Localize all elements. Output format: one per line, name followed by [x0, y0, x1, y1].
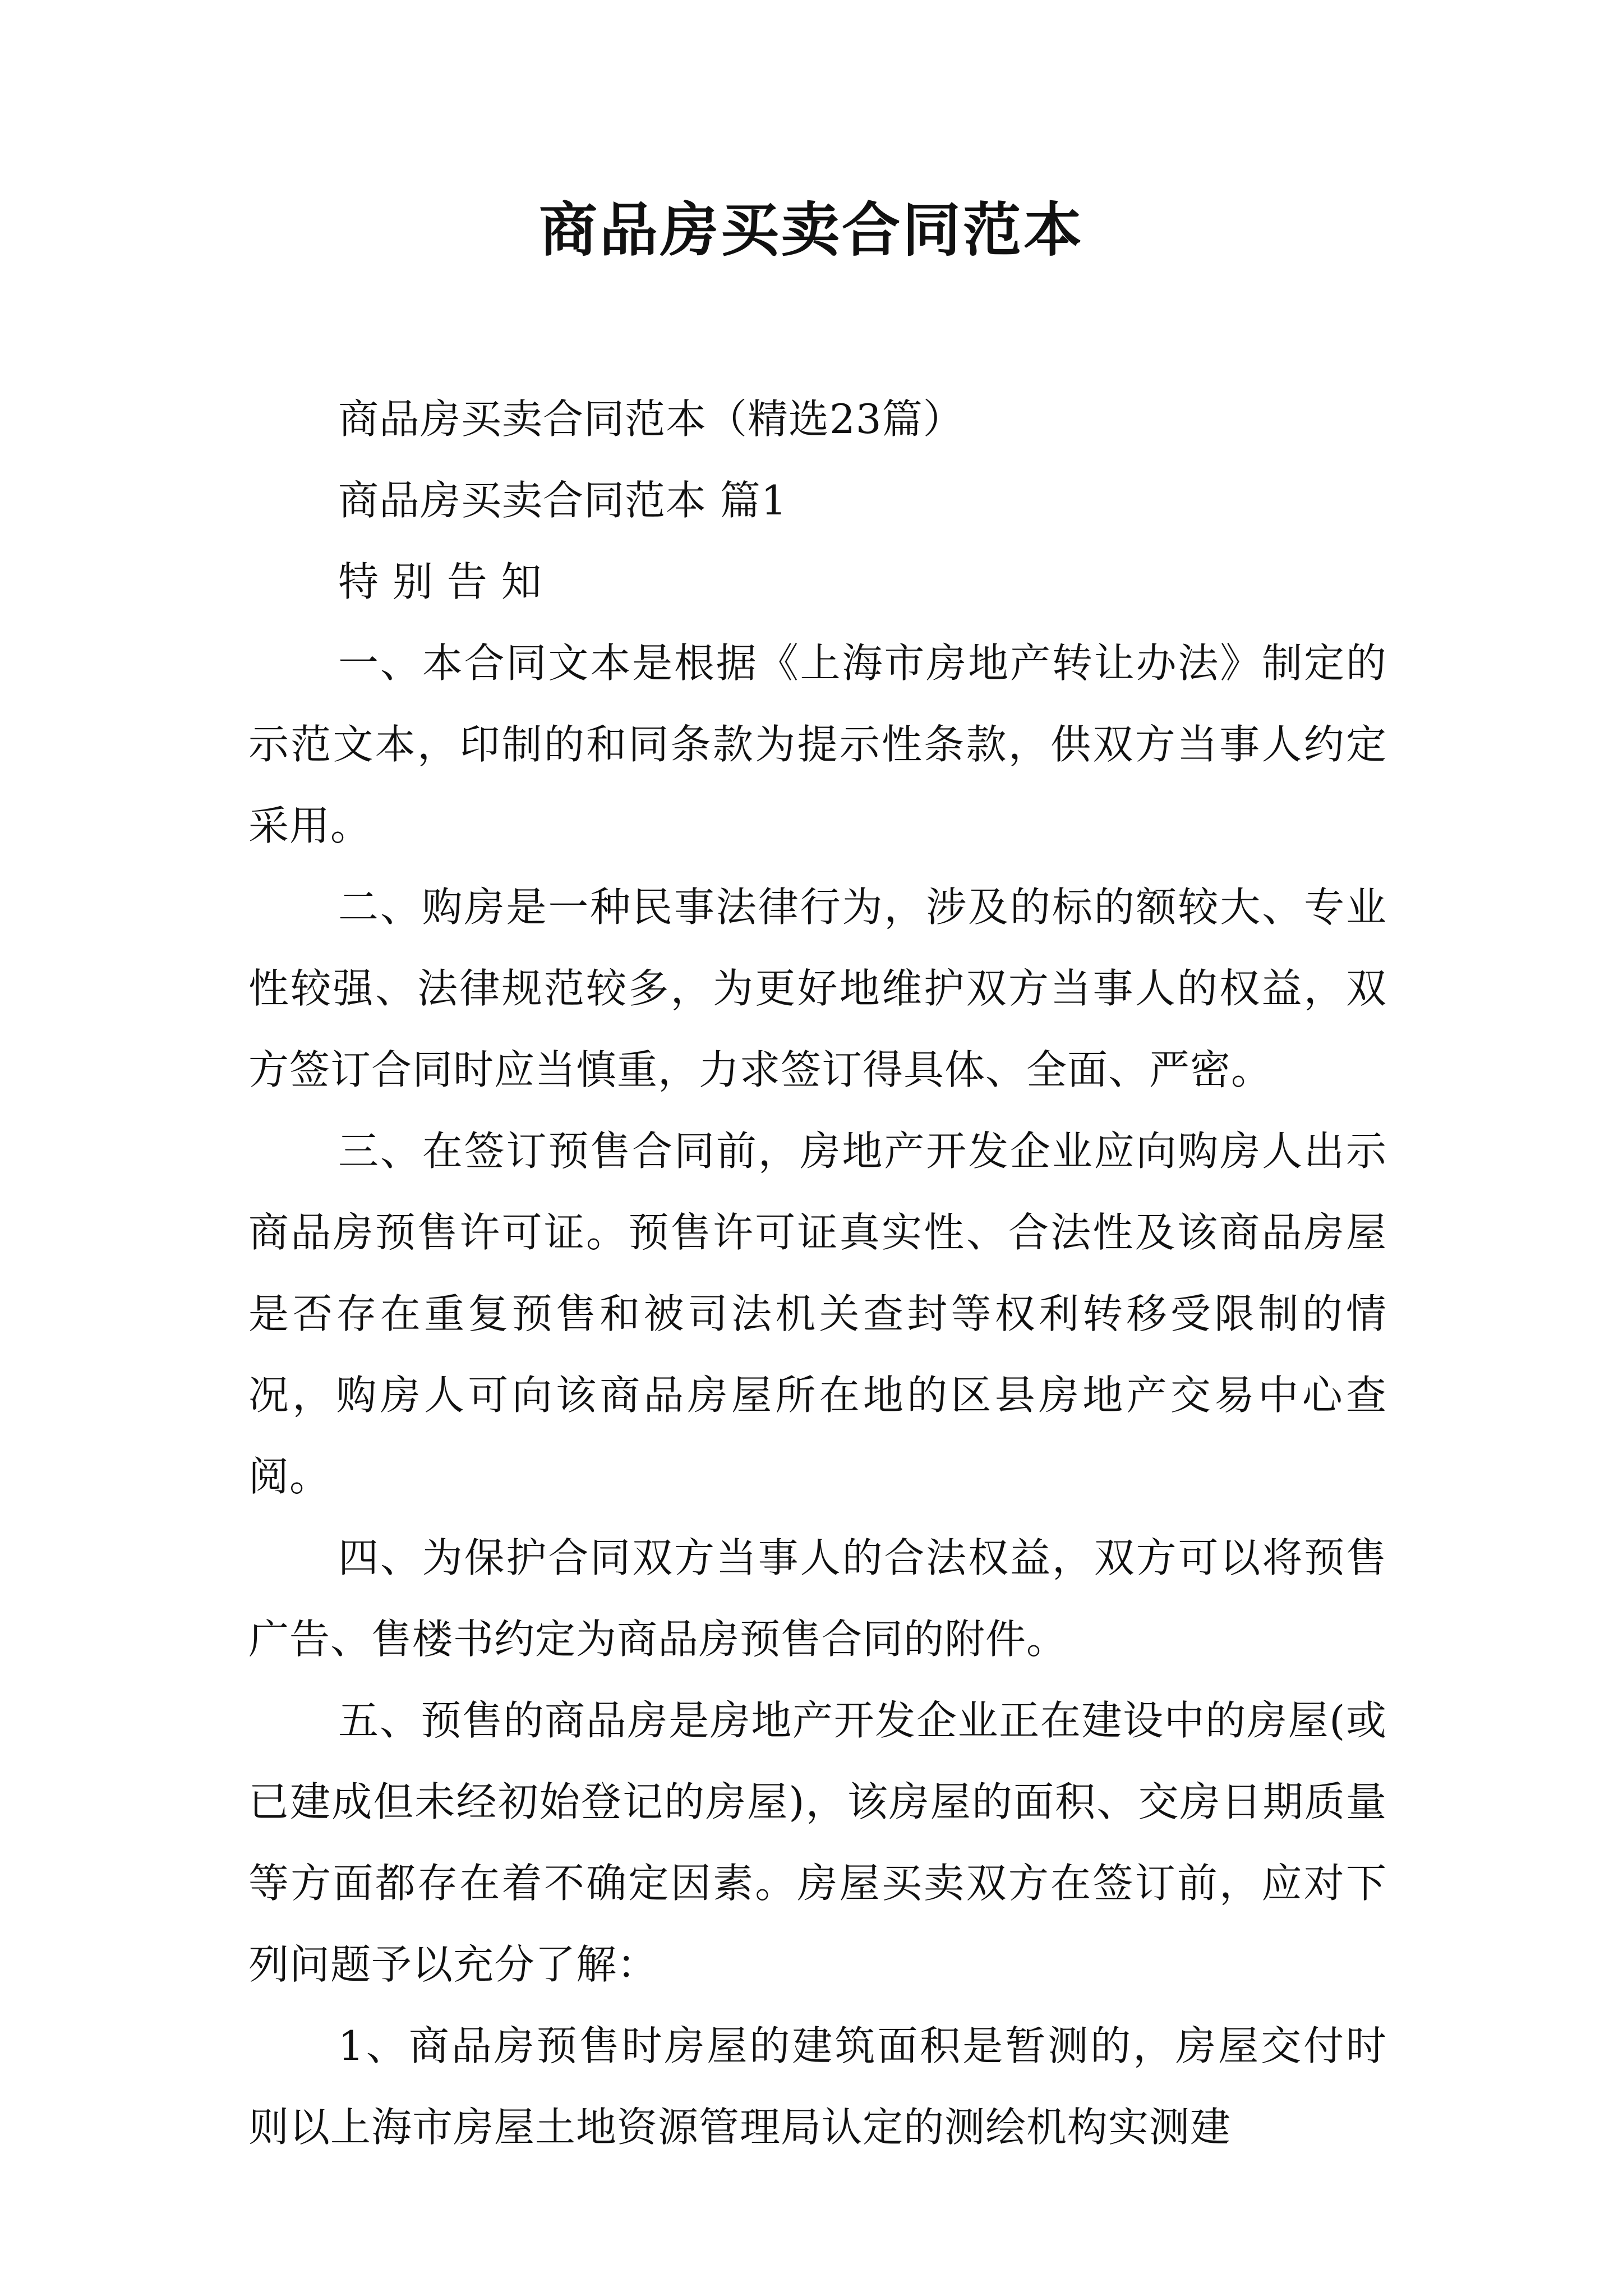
paragraph-subtitle: 商品房买卖合同范本（精选23篇） — [338, 395, 964, 443]
paragraph-item-3: 三、在签订预售合同前，房地产开发企业应向购房人出示商品房预售许可证。预售许可证真实性、合法性及该商品房屋是否存在重复预售和被司法机关查封等权利转移受限制的情况，购房人可向该商品房屋所在地的区县房地产交易中心查阅。 — [248, 1128, 1387, 1500]
paragraph-notice-heading: 特 别 告 知 — [338, 558, 542, 605]
paragraph-subitem-1: 1、商品房预售时房屋的建筑面积是暂测的，房屋交付时则以上海市房屋土地资源管理局认定的测绘机构实测建 — [248, 2022, 1387, 2151]
paragraph-item-1: 一、本合同文本是根据《上海市房地产转让办法》制定的示范文本，印制的和同条款为提示性条款，供双方当事人约定采用。 — [248, 639, 1387, 849]
paragraph-item-5: 五、预售的商品房是房地产开发企业正在建设中的房屋(或已建成但未经初始登记的房屋)，该房屋的面积、交房日期质量等方面都存在着不确定因素。房屋买卖双方在签订前，应对下列问题予以充分了解： — [248, 1697, 1387, 1988]
paragraph-item-4: 四、为保护合同双方当事人的合法权益，双方可以将预售广告、售楼书约定为商品房预售合同的附件。 — [248, 1534, 1387, 1663]
document-body — [248, 379, 1387, 2168]
document-title: 商品房买卖合同范本 — [538, 195, 1084, 264]
paragraph-section-heading: 商品房买卖合同范本 篇1 — [338, 477, 787, 524]
paragraph-item-2: 二、购房是一种民事法律行为，涉及的标的额较大、专业性较强、法律规范较多，为更好地维护双方当事人的权益，双方签订合同时应当慎重，力求签订得具体、全面、严密。 — [248, 884, 1387, 1093]
